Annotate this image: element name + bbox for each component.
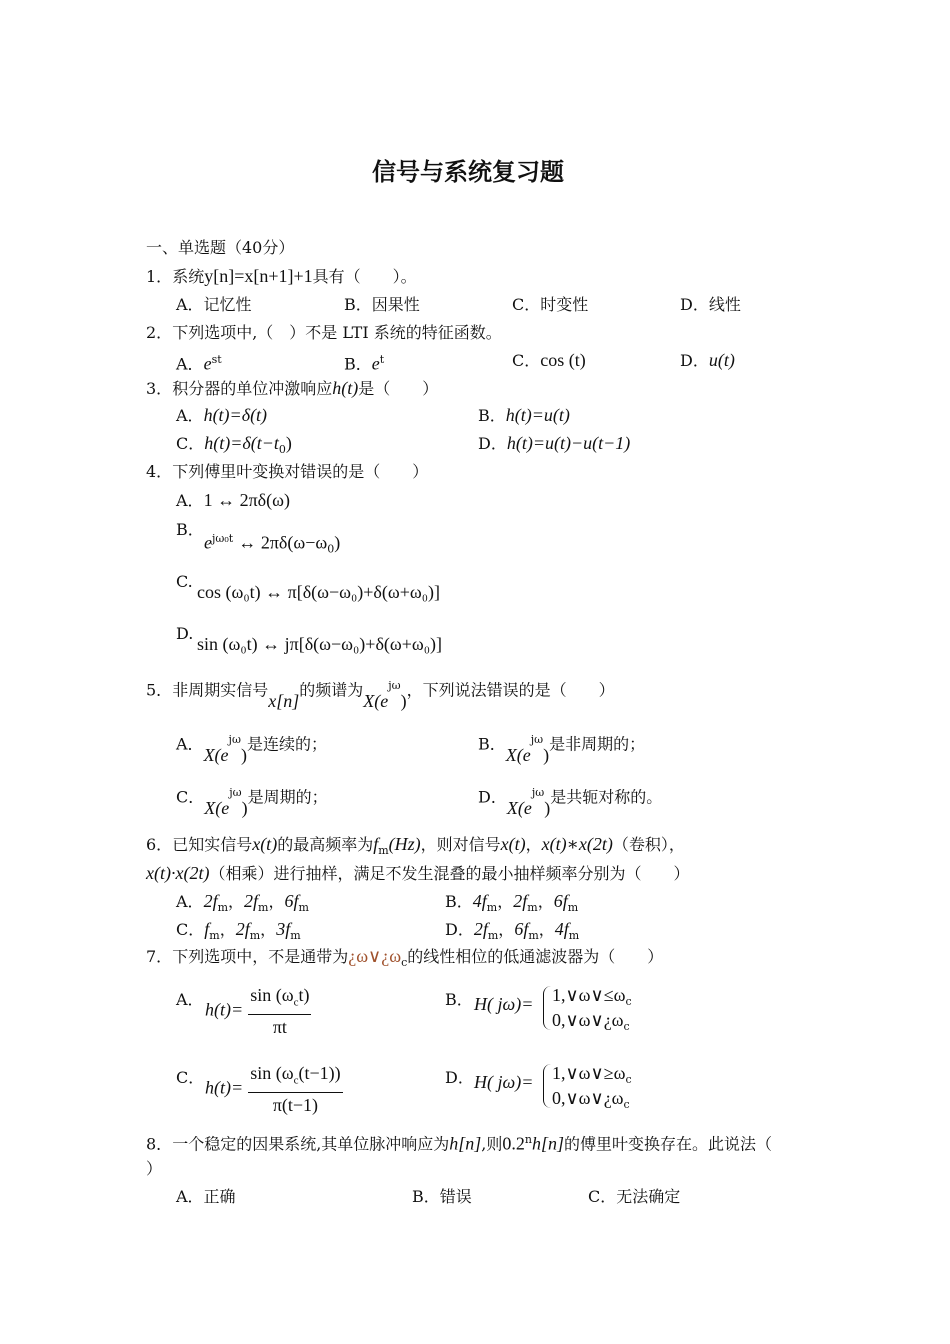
q5-expr2-sup: jω <box>388 679 401 692</box>
q1-text: 系统 <box>172 267 205 286</box>
q4-d-expr: sin (ω₀t) ↔ jπ[δ(ω−ω₀)+δ(ω+ω₀)] <box>197 634 443 654</box>
q3-d-label: D． <box>478 434 507 453</box>
q2-b-label: B． <box>344 354 372 374</box>
q3-text: 积分器的单位冲激响应 <box>172 379 333 398</box>
q8-option-c: C．无法确定 <box>588 1187 681 1206</box>
q2-option-d <box>680 350 735 371</box>
q6-expr3: x(t) <box>500 834 526 854</box>
q3-c-end: ) <box>285 433 292 453</box>
q8-expr1: h[n] <box>449 1133 482 1154</box>
q3-a-label: A． <box>176 406 204 425</box>
q6-d-expr-1: 2f <box>473 919 488 939</box>
q2-b-expr: e <box>371 353 380 374</box>
q5-expr2-end: ) <box>400 691 407 712</box>
q7-c-label: C． <box>176 1068 205 1087</box>
question-7 <box>146 946 663 973</box>
q6-expr2-end: (Hz) <box>388 834 421 854</box>
q7-d-row-2: $0,\vee\omega\vee¿\omega_c$ <box>552 1088 630 1112</box>
q8-number: 8． <box>146 1134 173 1154</box>
q7-a-lhs: h(t)= <box>205 999 244 1020</box>
q6-expr2: f <box>373 834 379 854</box>
q2-a-label: A． <box>176 354 204 374</box>
q5-a-expr: X(e <box>203 745 229 766</box>
q5-b-end: ) <box>543 745 550 766</box>
q1-option-c: C．时变性 <box>512 295 589 314</box>
q2-option-a <box>176 350 222 374</box>
q7-a-numerator: $\sin (\omega_ct)$ <box>248 985 311 1015</box>
q1-option-a: A．记忆性 <box>176 295 252 314</box>
q5-a-sup: jω <box>228 733 241 746</box>
q5-text-end: ，下列说法错误的是（ ） <box>406 680 615 700</box>
q8-text-3: 的傅里叶变换存在。此说法（ <box>564 1134 773 1154</box>
q4-c-expr: cos (ω₀t) ↔ π[δ(ω−ω₀)+δ(ω+ω₀)] <box>197 582 441 602</box>
q3-text-end: 是（ ） <box>358 379 439 398</box>
q6-number: 6． <box>146 835 173 854</box>
q2-a-expr: e <box>203 353 212 374</box>
q2-d-label: D． <box>680 351 709 370</box>
q7-text: 下列选项中，不是通带为 <box>172 947 349 966</box>
q7-b-lhs: H( jω)= <box>474 994 534 1014</box>
question-5 <box>146 676 615 712</box>
q7-a-fraction <box>248 985 311 1037</box>
q1-option-d: D．线性 <box>680 295 741 314</box>
q4-b-base: e <box>204 532 212 553</box>
q7-d-row-1: $1,\vee\omega\vee\ge\omega_c$ <box>552 1063 632 1087</box>
q5-text: 非周期实信号 <box>172 680 269 700</box>
q8-line-2: ） <box>146 1159 163 1178</box>
q5-d-end: ) <box>544 798 551 819</box>
q5-c-sup: jω <box>229 786 242 799</box>
q5-text-mid: 的频谱为 <box>299 680 364 700</box>
q4-c-label: C. <box>176 572 193 591</box>
q6-option-c: C．$f_m$，$2f_m$，$3f_m$ <box>176 919 301 943</box>
q2-text: 下列选项中,（ ）不是 LTI 系统的特征函数。 <box>172 323 502 342</box>
q2-option-b <box>344 350 384 374</box>
q5-d-label: D． <box>478 787 507 807</box>
q5-a-text: 是连续的； <box>246 734 327 754</box>
q5-d-expr: X(e <box>506 798 532 819</box>
question-6 <box>146 834 685 861</box>
q7-d-brace <box>543 1064 552 1108</box>
q2-c-expr: cos (t) <box>540 350 586 370</box>
q4-option-a <box>176 490 290 511</box>
q6-text: 已知实信号 <box>172 835 253 854</box>
q2-number: 2． <box>146 323 173 342</box>
q5-number: 5． <box>146 680 173 700</box>
q8-expr2-end: h[n] <box>531 1133 564 1154</box>
q6-line2-text: （相乘）进行抽样，满足不发生混叠的最小抽样频率分别为（ ） <box>209 864 690 883</box>
q3-b-label: B． <box>478 406 506 425</box>
q5-c-text: 是周期的； <box>247 787 328 807</box>
q5-b-label: B． <box>478 734 506 754</box>
q5-a-end: ) <box>240 745 247 766</box>
q2-b-sup: t <box>379 353 385 366</box>
q7-b-label: B． <box>445 990 473 1009</box>
q3-d-expr: h(t)=u(t)−u(t−1) <box>506 433 631 453</box>
q5-b-text: 是非周期的； <box>549 734 646 754</box>
q1-option-b: B．因果性 <box>344 295 420 314</box>
q7-b-row-2: $0,\vee\omega\vee¿\omega_c$ <box>552 1010 630 1034</box>
q7-c-fraction <box>248 1063 342 1115</box>
q5-b-sup: jω <box>530 733 544 746</box>
q6-option-d: D．$2f_m$，$6f_m$，$4f_m$ <box>445 919 580 943</box>
q5-d-text: 是共轭对称的。 <box>550 787 663 807</box>
q4-b-sup: jω₀t <box>212 532 234 545</box>
q5-a-label: A． <box>176 734 204 754</box>
q3-option-a <box>176 405 267 426</box>
q4-option-c <box>197 582 440 603</box>
q3-number: 3． <box>146 379 173 398</box>
q7-option-a <box>205 985 311 1037</box>
q8-expr2: 0.2 <box>502 1133 525 1154</box>
q3-option-d <box>478 433 630 454</box>
q4-b-end: ) <box>334 532 341 553</box>
q4-option-d <box>197 634 442 655</box>
q2-a-sup: st <box>211 353 222 366</box>
question-4 <box>146 462 428 482</box>
q8-expr2-sup: n <box>524 1133 532 1146</box>
q5-c-end: ) <box>241 798 248 819</box>
q7-c-denominator: π(t−1) <box>272 1094 319 1115</box>
q6-c-expr-1: f <box>204 919 210 939</box>
q6-expr4: x(t)∗x(2t) <box>541 834 613 854</box>
q4-text: 下列傅里叶变换对错误的是（ ） <box>172 462 429 481</box>
question-3 <box>146 378 438 399</box>
q8-text: 一个稳定的因果系统,其单位脉冲响应为 <box>172 1134 450 1154</box>
q4-a-label: A． <box>176 491 204 510</box>
q5-option-d <box>478 783 663 819</box>
q3-b-expr: h(t)=u(t) <box>505 405 570 425</box>
q7-number: 7． <box>146 947 173 966</box>
q7-b-row-1: $1,\vee\omega\vee\le\omega_c$ <box>552 985 632 1009</box>
q4-b-sub: 0 <box>327 542 335 556</box>
q6-text-3: ，则对信号 <box>420 835 501 854</box>
q6-expr1: x(t) <box>252 834 278 854</box>
q3-expr: h(t) <box>332 378 359 398</box>
q8-option-b: B．错误 <box>412 1187 472 1206</box>
q4-b-label: B． <box>176 520 204 539</box>
question-6-line-2 <box>146 863 689 884</box>
q7-d-lhs: H( jω)= <box>474 1072 534 1092</box>
q8-text-2: ,则 <box>481 1134 503 1154</box>
page-title: 信号与系统复习题 <box>372 157 564 186</box>
question-2 <box>146 323 502 343</box>
q6-b-label: B． <box>445 892 473 911</box>
q2-d-expr: u(t) <box>708 350 735 370</box>
q3-option-b <box>478 405 570 426</box>
q7-expr-sub: c <box>401 956 408 970</box>
q7-expr: ¿ω∨¿ω <box>348 946 402 966</box>
q5-b-expr: X(e <box>505 745 531 766</box>
q7-text-end: 的线性相位的低通滤波器为（ ） <box>407 947 664 966</box>
q4-number: 4． <box>146 462 173 481</box>
q7-d-label: D． <box>445 1068 474 1087</box>
q6-option-a: A．$2f_m$，$2f_m$，$6f_m$ <box>176 891 309 915</box>
q7-c-numerator: $\sin (\omega_c(t-1))$ <box>248 1063 342 1093</box>
q6-b-expr-1: 4f <box>472 891 487 911</box>
q1-text-end: 具有（ ）。 <box>312 267 417 286</box>
question-1 <box>146 266 417 287</box>
q6-expr2-sub: m <box>378 844 389 858</box>
q5-option-c <box>176 783 328 819</box>
q5-d-sup: jω <box>531 786 545 799</box>
q5-option-a <box>176 730 327 766</box>
q5-option-b <box>478 730 646 766</box>
q3-c-expr: h(t)=δ(t−t <box>204 433 279 453</box>
q3-c-sub: 0 <box>278 443 286 457</box>
q4-b-expr: ↔ 2πδ(ω−ω <box>238 532 328 553</box>
q3-option-c <box>176 433 292 460</box>
q5-expr1: x[n] <box>268 691 300 712</box>
q7-option-c <box>205 1063 343 1115</box>
q1-expr: y[n]=x[n+1]+1 <box>204 266 313 286</box>
q6-text-4: ， <box>525 835 542 854</box>
section-heading: 一、单选题（40分） <box>146 238 295 257</box>
q3-a-expr: h(t)=δ(t) <box>203 405 268 425</box>
q3-c-label: C． <box>176 434 205 453</box>
q7-a-label: A． <box>176 990 204 1009</box>
q1-number: 1． <box>146 267 173 286</box>
q6-option-b: B．$4f_m$，$2f_m$，$6f_m$ <box>445 891 579 915</box>
q6-line2-expr: x(t)·x(2t) <box>146 863 210 883</box>
q5-c-label: C． <box>176 787 205 807</box>
q4-d-label: D. <box>176 624 194 643</box>
q6-a-label: A． <box>176 892 204 911</box>
q5-c-expr: X(e <box>204 798 230 819</box>
q6-c-label: C． <box>176 920 205 939</box>
q5-expr2: X(e <box>363 691 389 712</box>
q2-c-label: C． <box>512 351 541 370</box>
q7-c-lhs: h(t)= <box>205 1077 244 1098</box>
q6-text-5: （卷积）， <box>612 835 685 854</box>
q4-option-b <box>204 529 340 560</box>
q8-option-a: A．正确 <box>176 1187 236 1206</box>
q7-a-denominator: πt <box>272 1016 287 1037</box>
q2-option-c <box>512 350 586 371</box>
q4-a-expr: 1 ↔ 2πδ(ω) <box>203 490 290 510</box>
q6-d-label: D． <box>445 920 474 939</box>
question-8 <box>146 1130 772 1154</box>
q7-b-brace <box>543 986 552 1030</box>
q6-text-2: 的最高频率为 <box>277 835 374 854</box>
q6-a-expr-1: 2f <box>203 891 218 911</box>
